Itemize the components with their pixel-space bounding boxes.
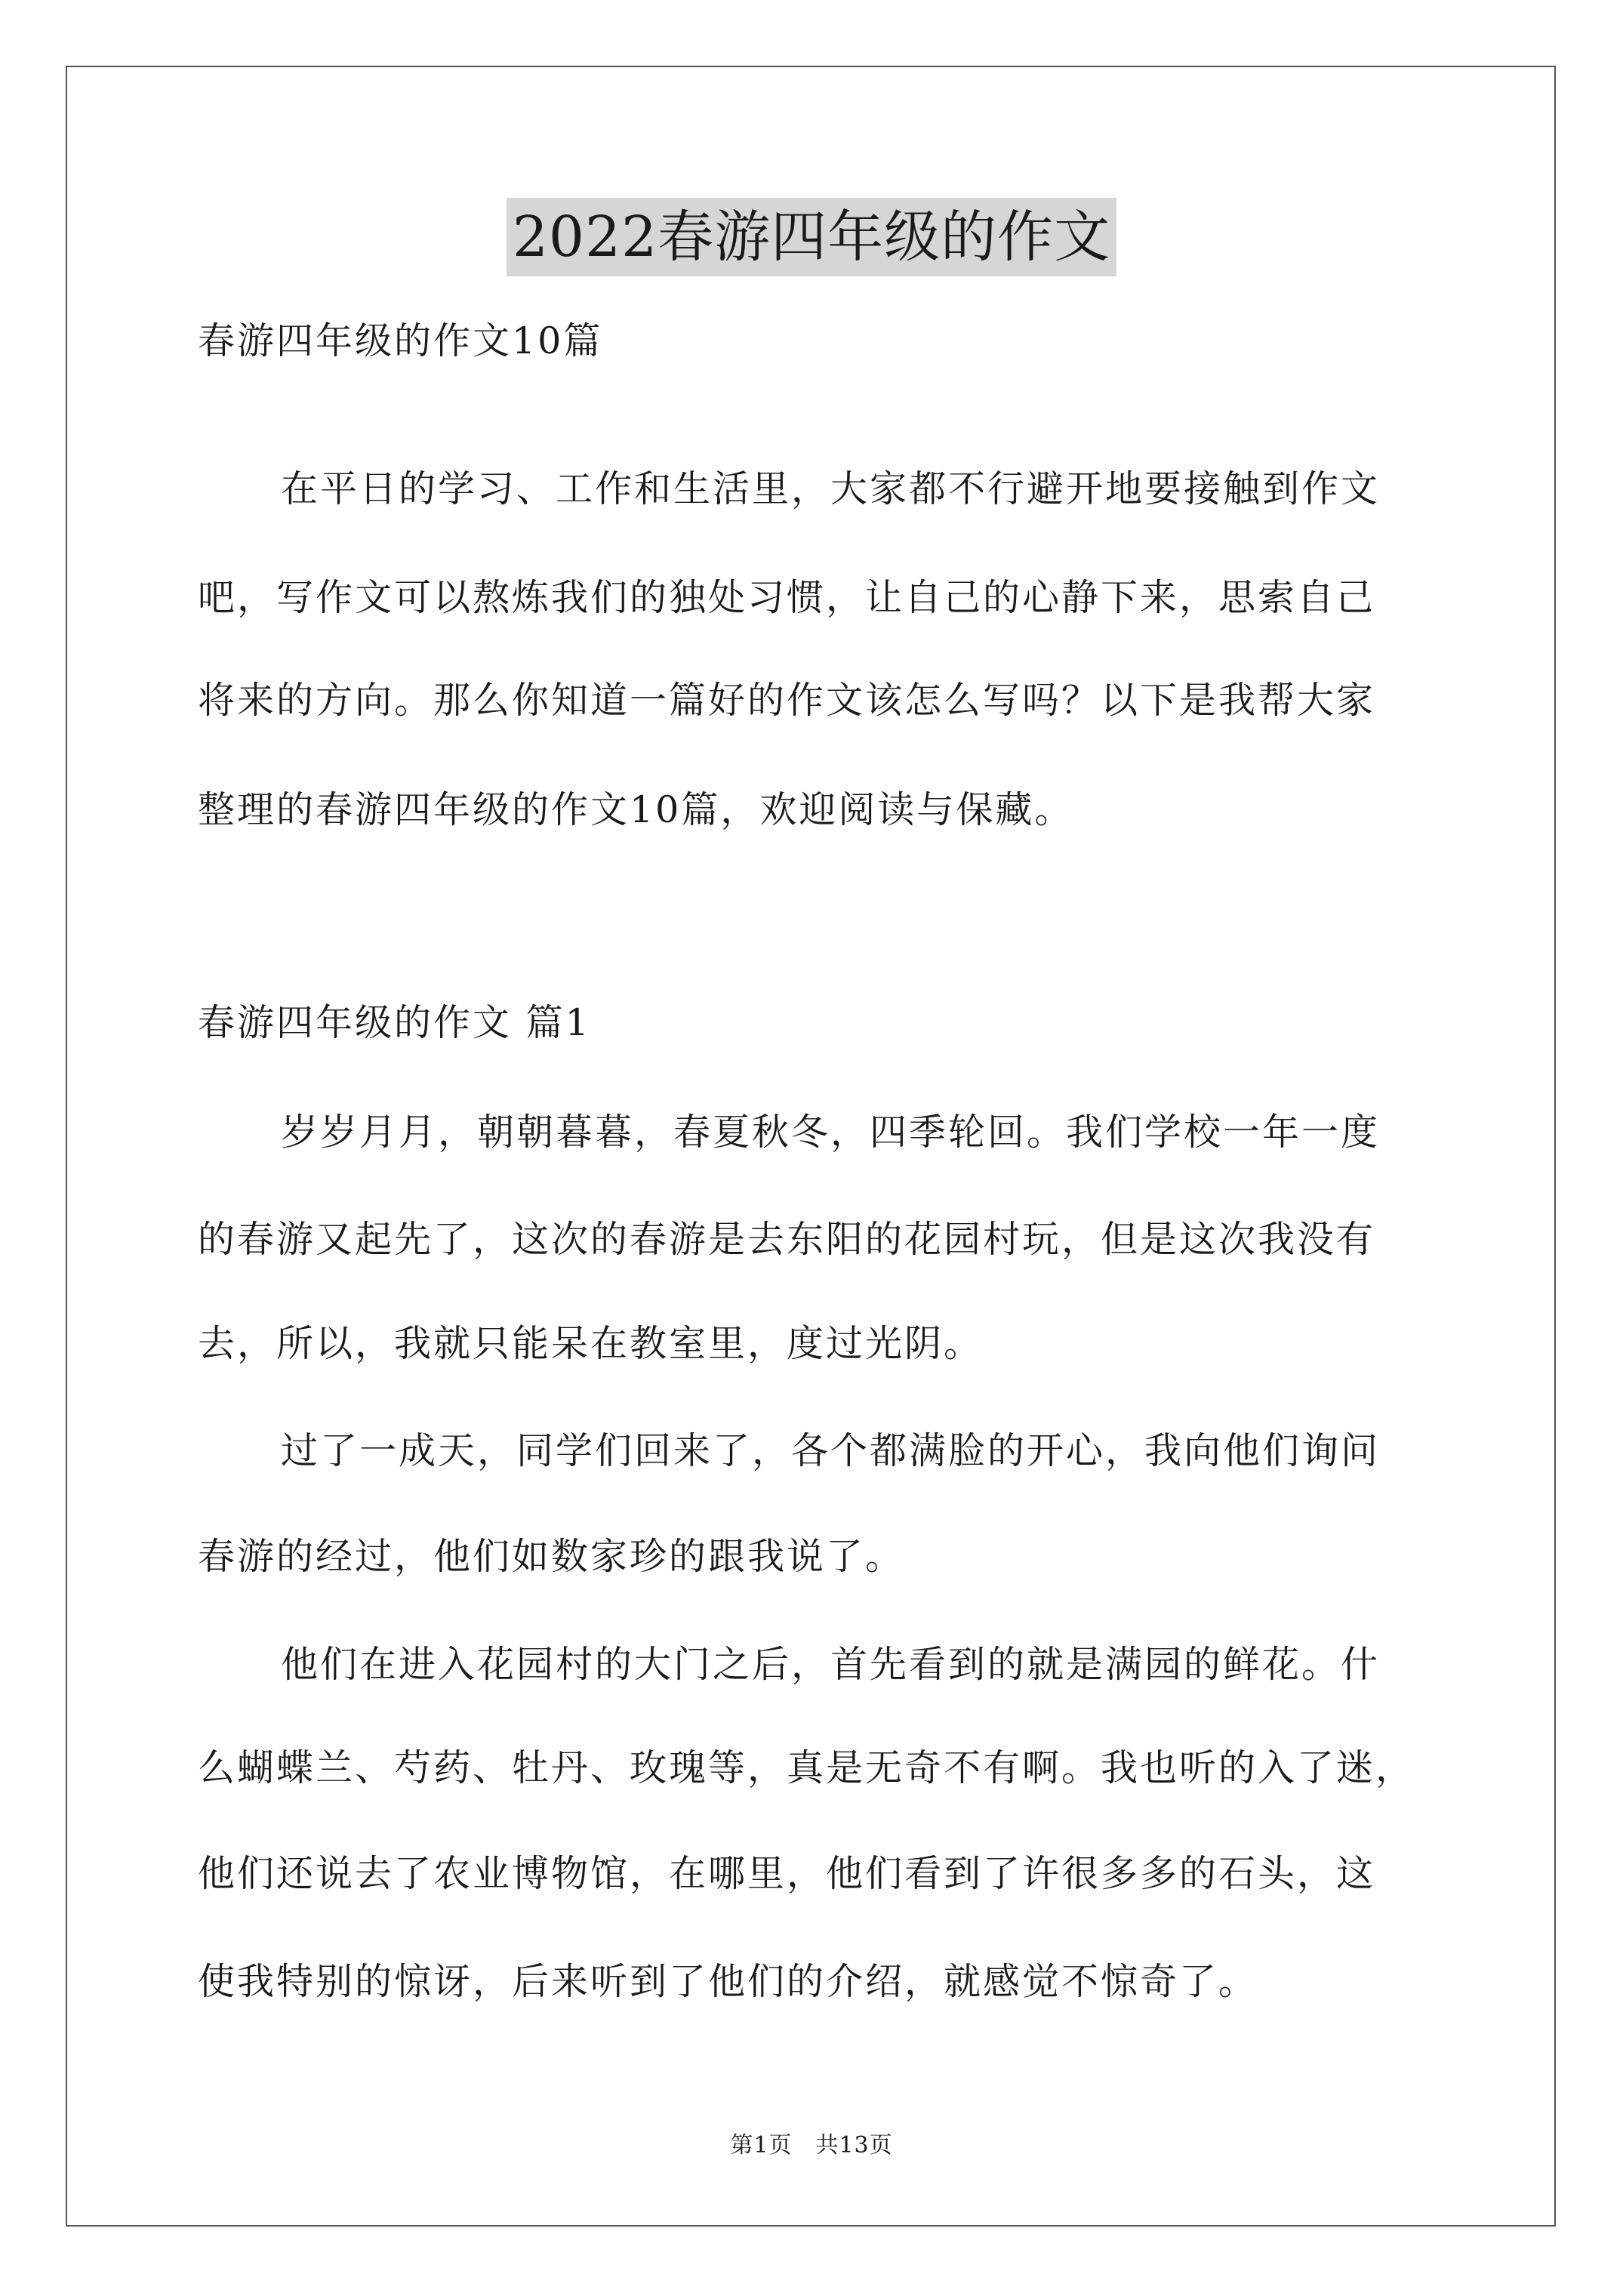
paragraph-line: 使我特别的惊讶，后来听到了他们的介绍，就感觉不惊奇了。 xyxy=(198,1960,1258,2003)
document-subtitle: 春游四年级的作文10篇 xyxy=(198,319,603,362)
paragraph-line: 过了一成天，同学们回来了，各个都满脸的开心，我向他们询问 xyxy=(281,1429,1381,1472)
paragraph-line: 他们还说去了农业博物馆，在哪里，他们看到了许很多多的石头，这 xyxy=(198,1852,1376,1895)
section-heading: 春游四年级的作文 篇1 xyxy=(198,1001,591,1044)
intro-line: 吧，写作文可以熬炼我们的独处习惯，让自己的心静下来，思索自己 xyxy=(198,576,1376,619)
paragraph-line: 的春游又起先了，这次的春游是去东阳的花园村玩，但是这次我没有 xyxy=(198,1218,1376,1261)
paragraph-line: 他们在进入花园村的大门之后，首先看到的就是满园的鲜花。什 xyxy=(281,1643,1381,1686)
page-footer: 第1页 共13页 xyxy=(730,2132,893,2159)
paragraph-line: 岁岁月月，朝朝暮暮，春夏秋冬，四季轮回。我们学校一年一度 xyxy=(281,1111,1381,1154)
intro-line: 将来的方向。那么你知道一篇好的作文该怎么写吗？以下是我帮大家 xyxy=(198,679,1376,722)
intro-line: 在平日的学习、工作和生活里，大家都不行避开地要接触到作文 xyxy=(281,467,1381,510)
document-title-text: 2022春游四年级的作文 xyxy=(507,198,1116,276)
paragraph-line: 么蝴蝶兰、芍药、牡丹、玫瑰等，真是无奇不有啊。我也听的入了迷， xyxy=(198,1746,1415,1789)
document-title xyxy=(0,198,1623,276)
paragraph-line: 去，所以，我就只能呆在教室里，度过光阴。 xyxy=(198,1322,984,1365)
intro-line: 整理的春游四年级的作文10篇，欢迎阅读与保藏。 xyxy=(198,788,1074,831)
paragraph-line: 春游的经过，他们如数家珍的跟我说了。 xyxy=(198,1535,905,1578)
